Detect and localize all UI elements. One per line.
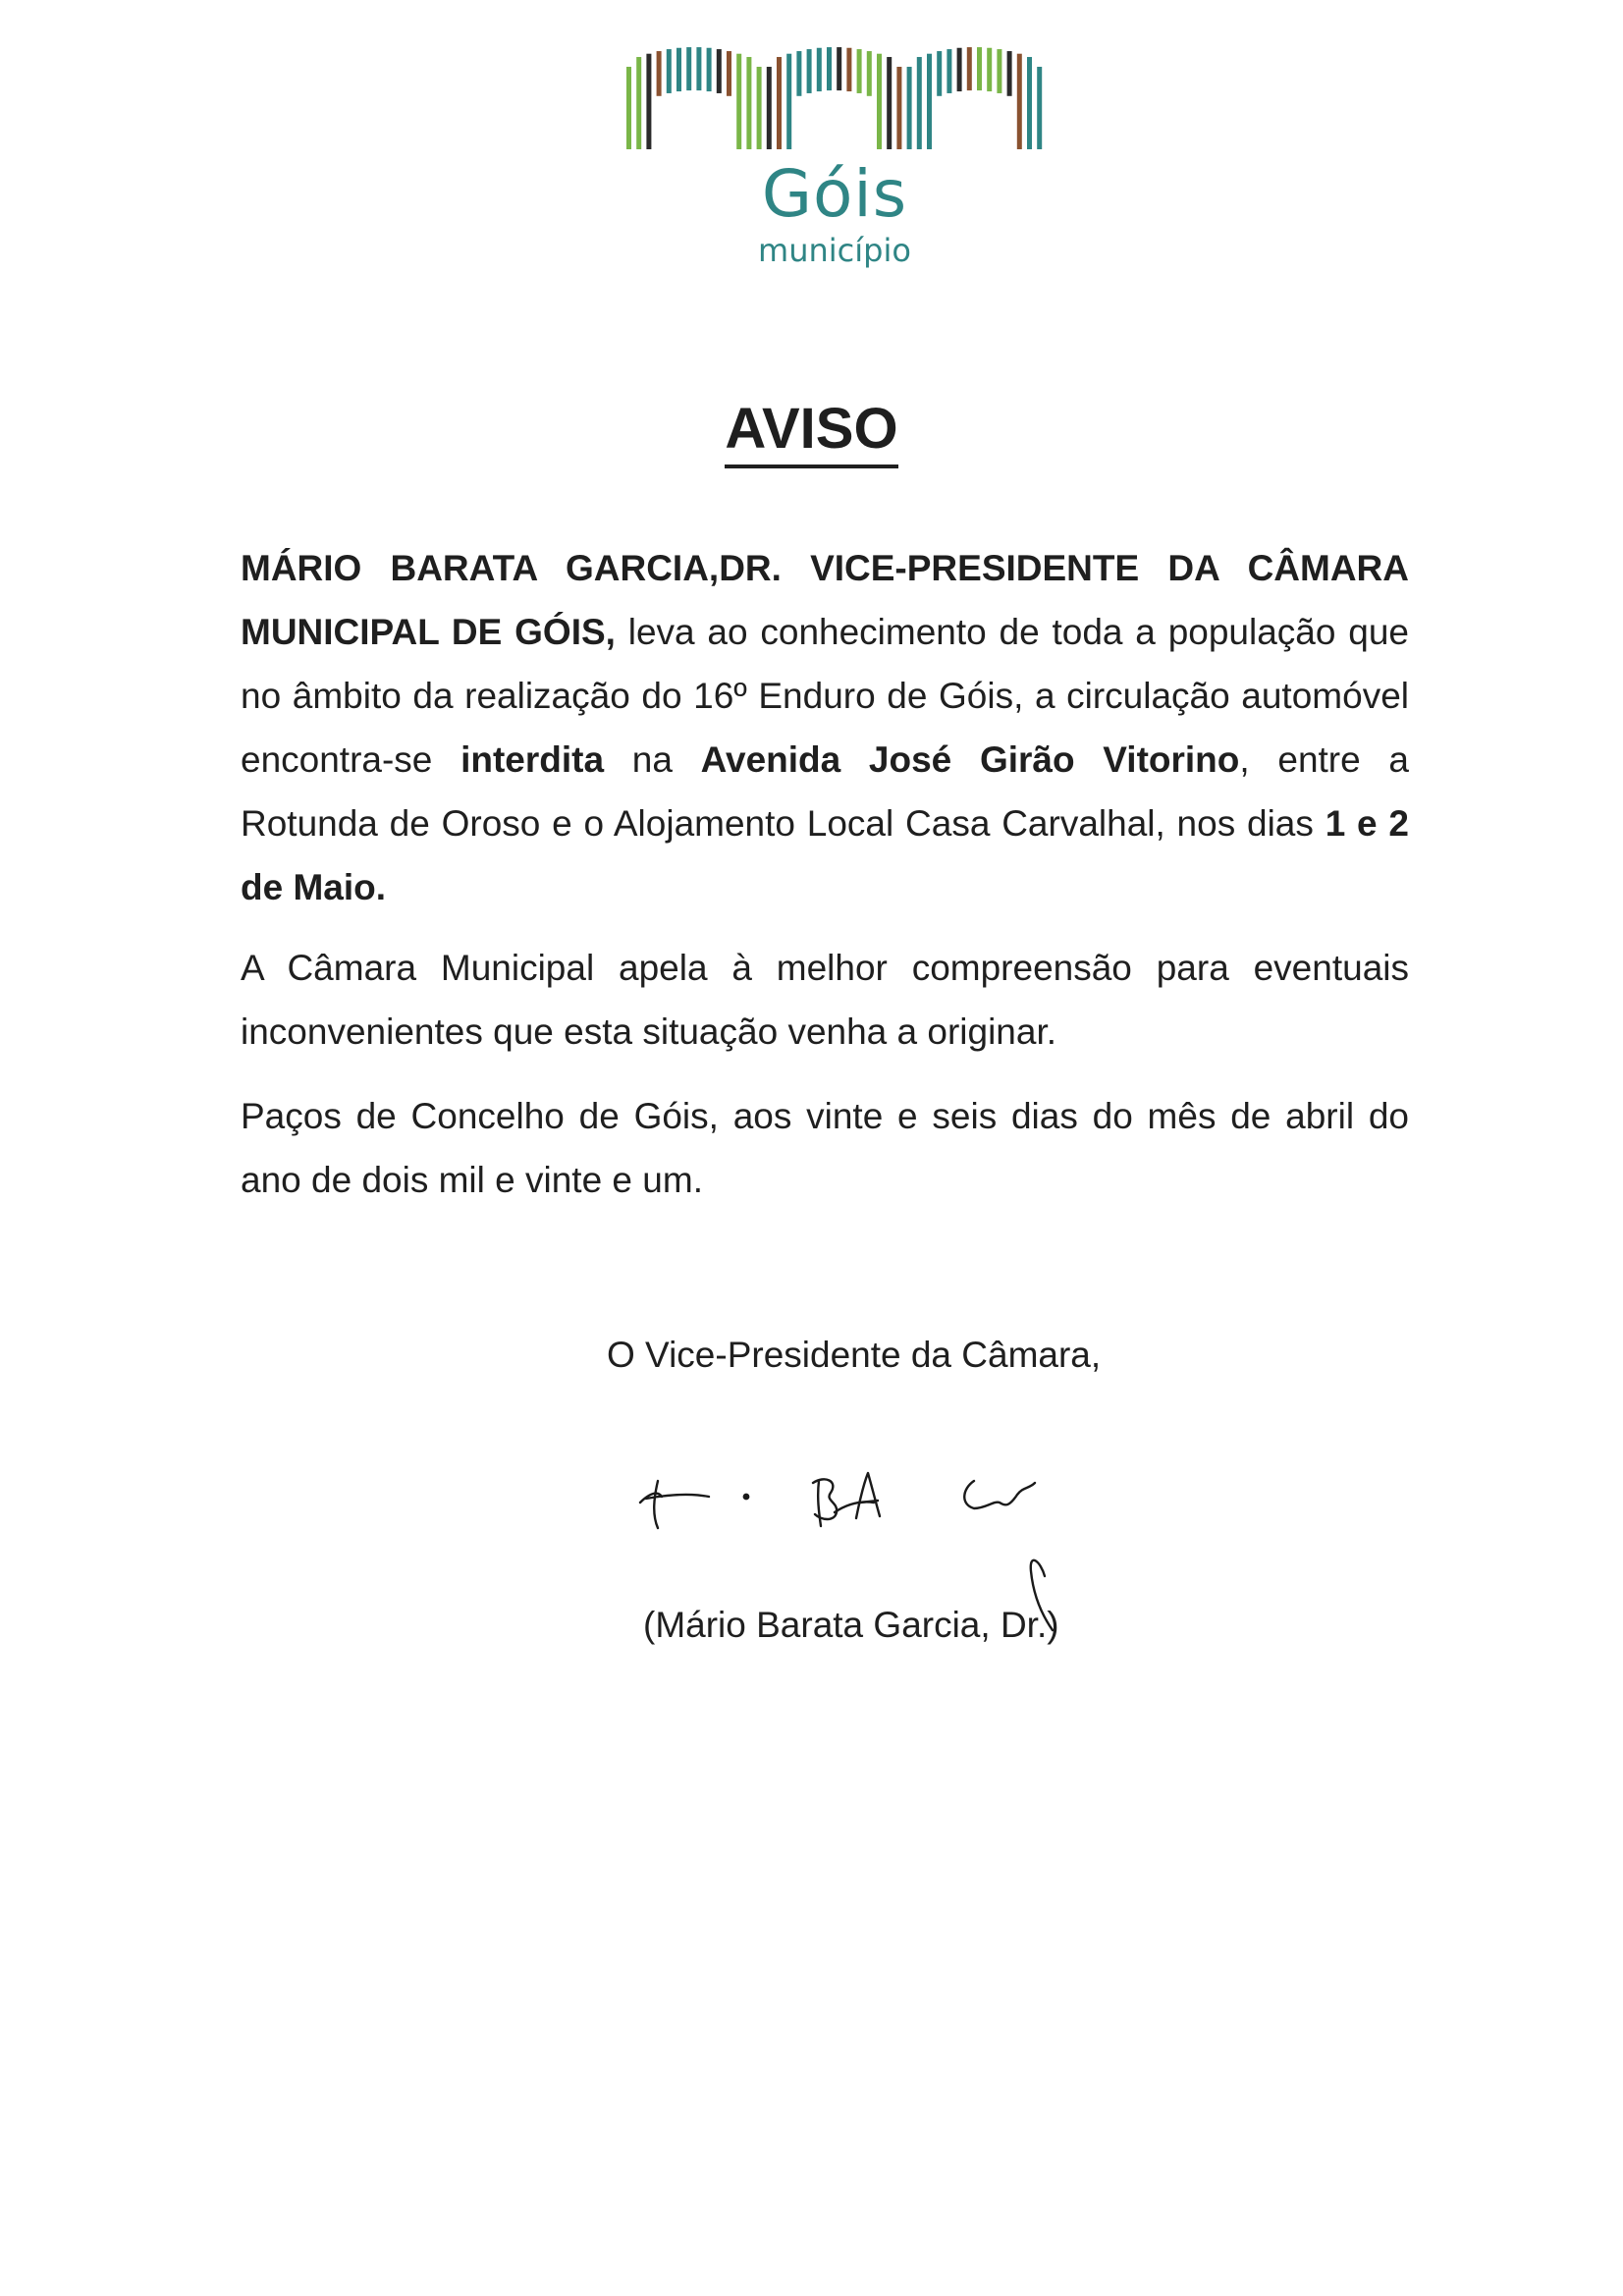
logo-bar: [646, 54, 651, 149]
logo-bar: [807, 49, 812, 93]
date-paragraph: Paços de Concelho de Góis, aos vinte e seis dias do mês de abril do ano de dois mil e vinte e um.: [241, 1096, 1409, 1200]
logo-bar: [767, 67, 772, 149]
logo-bar: [997, 49, 1001, 93]
logo-bar: [887, 57, 892, 149]
logo-bar: [957, 48, 962, 91]
logo-bar: [1017, 54, 1022, 149]
logo-bar: [977, 47, 982, 90]
logo-bar: [676, 48, 681, 91]
logo-bar: [917, 57, 922, 149]
logo-bar: [746, 57, 751, 149]
logo-name: Góis: [761, 156, 908, 232]
logo-bar: [696, 47, 701, 90]
logo-bar: [1037, 67, 1042, 149]
logo-bar: [657, 51, 662, 96]
logo-bar: [827, 47, 832, 90]
logo-bar: [636, 57, 641, 149]
municipality-logo: [609, 39, 1060, 275]
logo-bar: [877, 54, 882, 149]
logo-bar: [937, 51, 942, 96]
logo-bar: [686, 47, 691, 90]
logo-bar: [786, 54, 791, 149]
closing-title: O Vice-Presidente da Câmara,: [607, 1335, 1102, 1375]
interdita-text: interdita: [460, 739, 605, 780]
logo-bar: [867, 51, 872, 96]
notice-paragraph: MÁRIO BARATA GARCIA,DR. VICE-PRESIDENTE DA CÂMARA MUNICIPAL DE GÓIS, leva ao conhecimento de toda a população que no âmbito da realização do 16º Enduro de Góis, a circulação automóvel encontra-se interdita na Avenida José Girão Vitorino, entre a Rotunda de Oroso e o Alojamento Local Casa Carvalhal, nos dias 1 e 2 de Maio.: [241, 548, 1410, 907]
signer-name: (Mário Barata Garcia, Dr.): [643, 1605, 1059, 1645]
closure-dates: 1 e 2 de Maio.: [241, 803, 1410, 907]
official-name: MÁRIO BARATA GARCIA,DR. VICE-PRESIDENTE DA CÂMARA MUNICIPAL DE GÓIS,: [241, 548, 1409, 652]
page-title: AVISO: [0, 401, 1623, 458]
bridge-arches-icon: [609, 39, 1060, 157]
logo-bar: [717, 49, 722, 93]
logo-bar: [846, 48, 851, 91]
logo-bar: [817, 48, 822, 91]
logo-subtitle: município: [758, 232, 911, 269]
logo-bar: [667, 49, 672, 93]
logo-bar: [987, 48, 992, 91]
appeal-paragraph: A Câmara Municipal apela à melhor compreensão para eventuais inconvenientes que esta situação venha a originar.: [241, 948, 1409, 1052]
logo-bar: [967, 47, 972, 90]
logo-bar: [947, 49, 951, 93]
logo-bar: [757, 67, 762, 149]
avenue-name: Avenida José Girão Vitorino: [700, 739, 1240, 780]
logo-bar: [837, 47, 841, 90]
logo-bar: [896, 67, 901, 149]
logo-bar: [796, 51, 801, 96]
logo-bar: [1007, 51, 1012, 96]
logo-bar: [777, 57, 782, 149]
logo-bar: [626, 67, 631, 149]
logo-bar: [907, 67, 912, 149]
handwritten-signature: [628, 1453, 1080, 1689]
logo-bar: [727, 51, 731, 96]
logo-bar: [927, 54, 932, 149]
logo-bar: [857, 49, 862, 93]
logo-bar: [1027, 57, 1032, 149]
logo-bar: [707, 48, 712, 91]
logo-bar: [736, 54, 741, 149]
